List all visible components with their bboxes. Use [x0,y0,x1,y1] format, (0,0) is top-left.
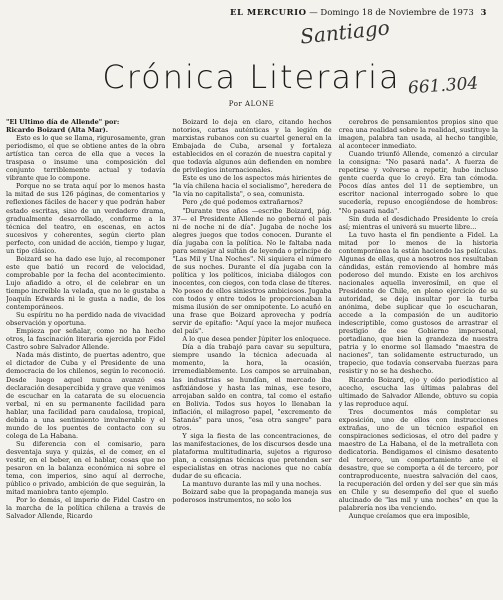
paragraph: La tuvo hasta el fin pendiente a Fidel. La mitad por lo menos de la historia contemporánea la están haciendo las películas. Algunas de ellas, que a nosotros nos resultaban cándidas, están removiendo al hombre más poderoso del mundo. Existe en los archivos nacionales aquella inverosímil, en que el Presidente de Chile, en pleno ejercicio de su autoridad, se deja insultar por la turba anónima, debe suplicar que lo escucharan, accede a la compasión de un auditorio indescriptible, como gustosos de arrastrar el prestigio de ese Gobierno impersonal, portadiano, que bien la grandeza de nuestra patria y lo enorme sol llamado "maestra de naciones", tan solidamente estructurado, un trapecio, que todavía conservaba fuerzas para resistir y no se ha deshecho. [338,230,498,376]
paragraph: Cuando triunfó Allende, comenzó a circular la consigna: "No pasará nada". A fuerza de repetirse y volverse a repetir, hubo incluso gente cuerda que lo creyó. Era tan cómoda. Pocos días antes del 11 de septiembre, un escritor nacional interrogado sobre lo que sucedería, repuso encogiéndose de hombros: "No pasará nada". [338,150,498,215]
paragraph: Sin duda el desdichado Presidente lo creía así; mientras el univerá su muerte libre... [338,214,498,231]
paragraph: Boizard lo deja en claro, citando hechos notorios, cartas auténticas y la legión de marxistas rubanos con su cuartel general en la Embajada de Cuba, arsenal y fortaleza establecidos en el corazón de nuestra capital y que todavía algunos aún defienden en nombre de privilegios internacionales. [172,118,332,175]
paragraph: Este es uno de los aspectos más hirientes de "la vía chilena hacia el socialismo", heredera de "la vía no capitalista", o sea, comunista. [172,174,332,199]
paragraph: Nada más distinto, de puertas adentro, que el dictador de Cuba y el Presidente de una democracia de los chilenos, según lo reconoció. Desde luego aquel nunca avanzó esa declaración desapercibida y grave que venimos de escuchar en la catarata de su elocuencia verbal, ni en su permanente facilidad para hablar, una facilidad para caudalosa, tropical, debida a una sentimiento invulnerable y el mundo de los puentes de contacto con su colega de La Habana. [6,351,166,440]
paragraph: Ricardo Boizard (Alta Mar). [6,126,109,135]
paragraph: Ricardo Boizard, ojo y oído periodístico al acecho, escucha las últimas palabras del ultimado de Salvador Allende, obtuvo su copia y las reproduce aquí. [338,375,498,408]
byline: Por ALONE [228,100,275,108]
paragraph: La mantuvo durante las mil y una noches. [182,480,322,489]
newspaper-name: EL MERCURIO [230,8,307,18]
handwritten-place-annotation: Santiago [298,15,391,49]
article-body [6,118,498,598]
paragraph: Boizard sabe que la propaganda maneja sus poderosos instrumentos, no solo los [172,488,332,505]
paragraph: Y siga la fiesta de las concentraciones, de las manifestaciones, de los discursos desde una plataforma multitudinaria, sujetos a riguroso plan, a consignas técnicas que pretenden ser especialistas en otras naciones que no cabía dudar de su eficacia. [172,431,332,481]
handwritten-number-annotation: 661.304 [407,73,479,99]
column-1 [6,118,165,598]
paragraph: cerebros de pensamientos propios sino que crea una realidad sobre la realidad, sustituye la imagen, palabra tan usada, al hecho tangible, al acontecer inmediato. [338,118,498,151]
paragraph: Empieza por señalar, como no ha hecho otros, la fascinación literaria ejercida por Fidel Castro sobre Salvador Allende. [6,327,166,352]
paragraph: "Durante tres años —escribe Boizard, pág. 37— el Presidente Allende no gobernó el país ni de noche ni de día". Jugaba de noche los alegres juegos que todos conocen. Durante el día jugaba con la política. No le faltaba nada para semejar al sultán de leyenda o príncipe de "Las Mil y Una Noches". Ni siquiera el número de sus noches. Durante el día jugaba con la política y los políticos, iniciaba diálogos con inocentes, con ciegos, con toda clase de títeres. No poseo de ellos siniestros ambiciosos. Jugaba con todos y entre todos le proporcionaban la misma ilusión de ser omnipotente. Lo acuñó en una frase que Boizard aprovecha y podría servir de epitafio: "Aquí yace la mejor muñeca del país". [172,206,332,336]
page-header [230,8,499,18]
paragraph: Boizard se ha dado ese lujo, al recomponer este que batió un record de velocidad, comprobable por la fecha del acontecimiento. Lujo añadido a otro, el de celebrar en un tiempo increíble la velada, que no le gustaba a Joaquín Edwards ni le gusta a nadie, de los contemporáneos. [6,254,166,312]
paragraph: "El Ultimo día de Allende" por: [6,118,120,126]
paragraph: Su diferencia con el comisario, para desventaja suya y quizás, el de comer, en el vestir, en el beber, en el hablar, cosas que no pesaron en la balanza económica ni sobre el tema, con imperios, sino aquí al derroche, público o privado, ambición de que seguirán, la mitad maniobra tanto ejemplo. [6,439,166,497]
paragraph: Pero ¿de qué podemos extrañarnos? [182,198,303,207]
paragraph: Día a día trabajó para cavar su sepultura, siempre usando la técnica adecuada al momento, la hora, la ocasión, irremediablemente. Los campos se arruinaban, las industrias se hundían, el mercado iba asfixiándose y hasta las minas, ese tesoro, arrojaban saldo en contra, tal como el estaño en Bolivia. Todos sus hoyos lo llenaban la inflación, el milagroso papel, "excremento de Satanás" para unos, "esa otra sangre" para otros. [172,343,332,432]
paragraph: Esto es lo que se llama, rigurosamente, gran periodismo, el que se obtiene antes de la obra artística tan cerca de ella que a veces la traspasa o insume una composición del conjunto terriblemente actual y todavía vibrante que lo compone. [6,134,166,183]
column-3 [339,118,498,598]
paragraph: Aunque creíamos que era imposible, [348,512,470,521]
paragraph: Tres documentos más completar su exposición, uno de ellos con instrucciones extrañas, uno de un técnico español en conspiraciones sediciosas, el otro del padre y maestro de La Habana, el de la metralleta con dedicatoria. Bendigamos el cinismo desatento del tercero, un comportamiento ante el desastre, que se comporta a él de tercero, por contraproducente, nuestra salvación del caos, la recuperación del orden y del ser que sin más en Chile y su desempeño del que el sueño alucinado de "las mil y una noches" en que la palabrería nos iba venciendo. [338,407,498,513]
paragraph: Porque no se trata aquí por lo menos hasta la mitad de sus 126 páginas, de comentarios y reflexiones fáciles de hacer y que podrán haber estado escritas, sino de un verdadero drama, gradualmente desarrollado, conforme a la técnica del teatro, en escenas, en actos sucesivos y coherentes, según cierto plan perfecto, con unidad de acción, tiempo y lugar, un tipo clásico. [6,182,166,255]
paragraph: A lo que desea pender Júpiter los enloquece. [182,335,331,344]
paragraph: Por lo demás, el imperio de Fidel Castro en la marcha de la política chilena a través de Salvador Allende, Ricardo [6,496,166,521]
article-title: Crónica Literaria [102,58,401,96]
column-2 [172,118,331,598]
issue-date: — Domingo 18 de Noviembre de 1973 [309,8,474,18]
page-number: 3 [480,8,487,18]
paragraph: Su espíritu no ha perdido nada de vivacidad observación y oportuna. [6,311,166,328]
